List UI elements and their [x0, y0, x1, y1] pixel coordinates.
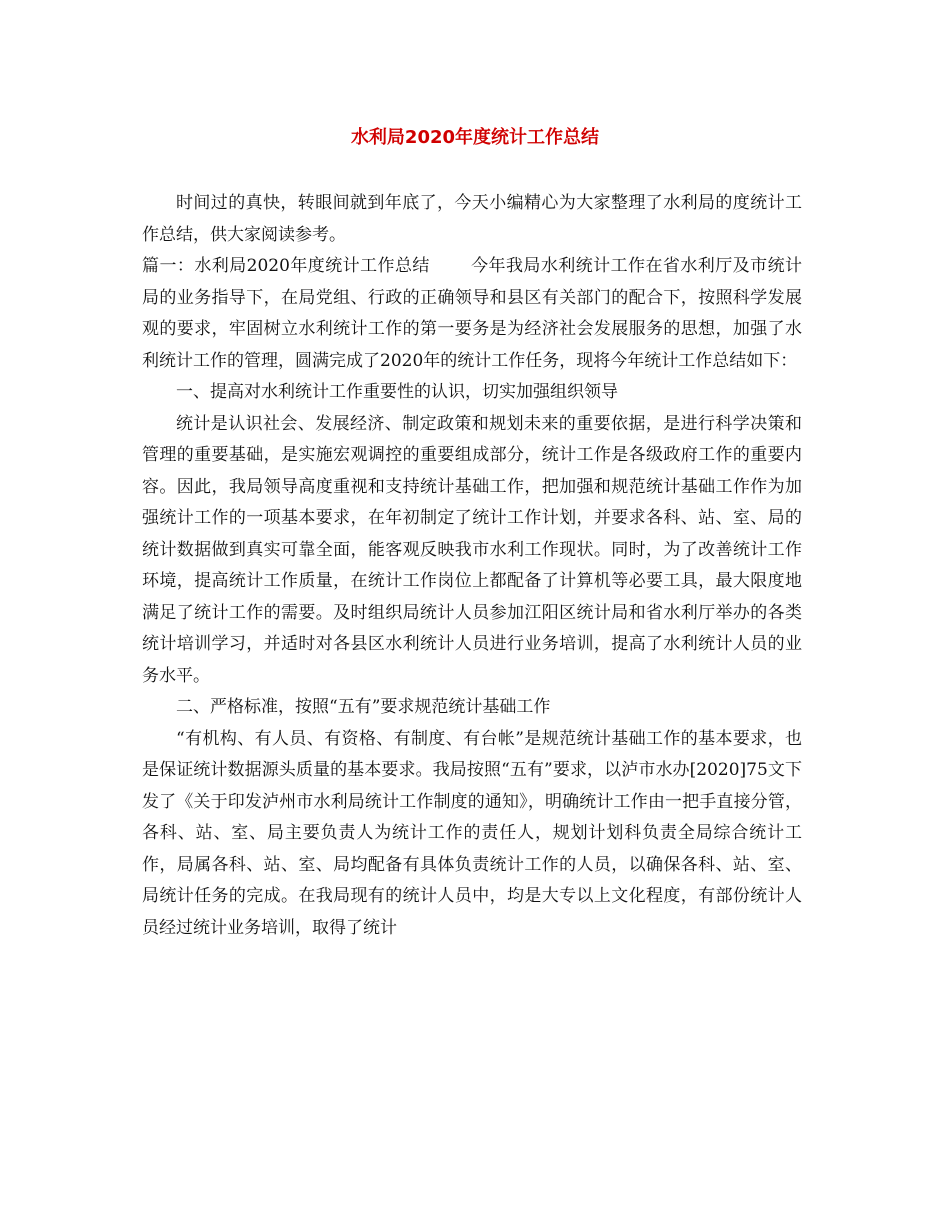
article-opening-text: 今年我局水利统计工作在省水利厅及市统计局的业务指导下，在局党组、行政的正确领导和县区有关部门的配合下，按照科学发展观的要求，牢固树立水利统计工作的第一要务是为经济社会发展服务的思想，加强了水利统计工作的管理，圆满完成了2020年的统计工作任务，现将今年统计工作总结如下：: [142, 256, 803, 371]
article-label: 篇一：水利局2020年度统计工作总结: [142, 256, 430, 276]
section-1-paragraph: 统计是认识社会、发展经济、制定政策和规划未来的重要依据，是进行科学决策和管理的重要基础，是实施宏观调控的重要组成部分，统计工作是各级政府工作的重要内容。因此，我局领导高度重视和支持统计基础工作，把加强和规范统计基础工作作为加强统计工作的一项基本要求，在年初制定了统计工作计划，并要求各科、站、室、局的统计数据做到真实可靠全面，能客观反映我市水利工作现状。同时，为了改善统计工作环境，提高统计工作质量，在统计工作岗位上都配备了计算机等必要工具，最大限度地满足了统计工作的需要。及时组织局统计人员参加江阳区统计局和省水利厅举办的各类统计培训学习，并适时对各县区水利统计人员进行业务培训，提高了水利统计人员的业务水平。: [142, 413, 802, 686]
section-heading-1: 一、提高对水利统计工作重要性的认识，切实加强组织领导: [176, 382, 618, 402]
document-title: 水利局2020年度统计工作总结: [350, 127, 600, 148]
document-body: [142, 188, 802, 944]
section-2-paragraph: “有机构、有人员、有资格、有制度、有台帐”是规范统计基础工作的基本要求，也是保证统计数据源头质量的基本要求。我局按照“五有”要求，以泸市水办[2020]75文下发了《关于印发泸州市水利局统计工作制度的通知》，明确统计工作由一把手直接分管，各科、站、室、局主要负责人为统计工作的责任人，规划计划科负责全局综合统计工作，局属各科、站、室、局均配备有具体负责统计工作的人员，以确保各科、站、室、局统计任务的完成。在我局现有的统计人员中，均是大专以上文化程度，有部份统计人员经过统计业务培训，取得了统计: [142, 728, 802, 938]
section-heading-2: 二、严格标准，按照“五有”要求规范统计基础工作: [176, 697, 551, 717]
intro-paragraph: 时间过的真快，转眼间就到年底了，今天小编精心为大家整理了水利局的度统计工作总结，供大家阅读参考。: [142, 193, 802, 245]
article-first-paragraph: [142, 251, 802, 377]
